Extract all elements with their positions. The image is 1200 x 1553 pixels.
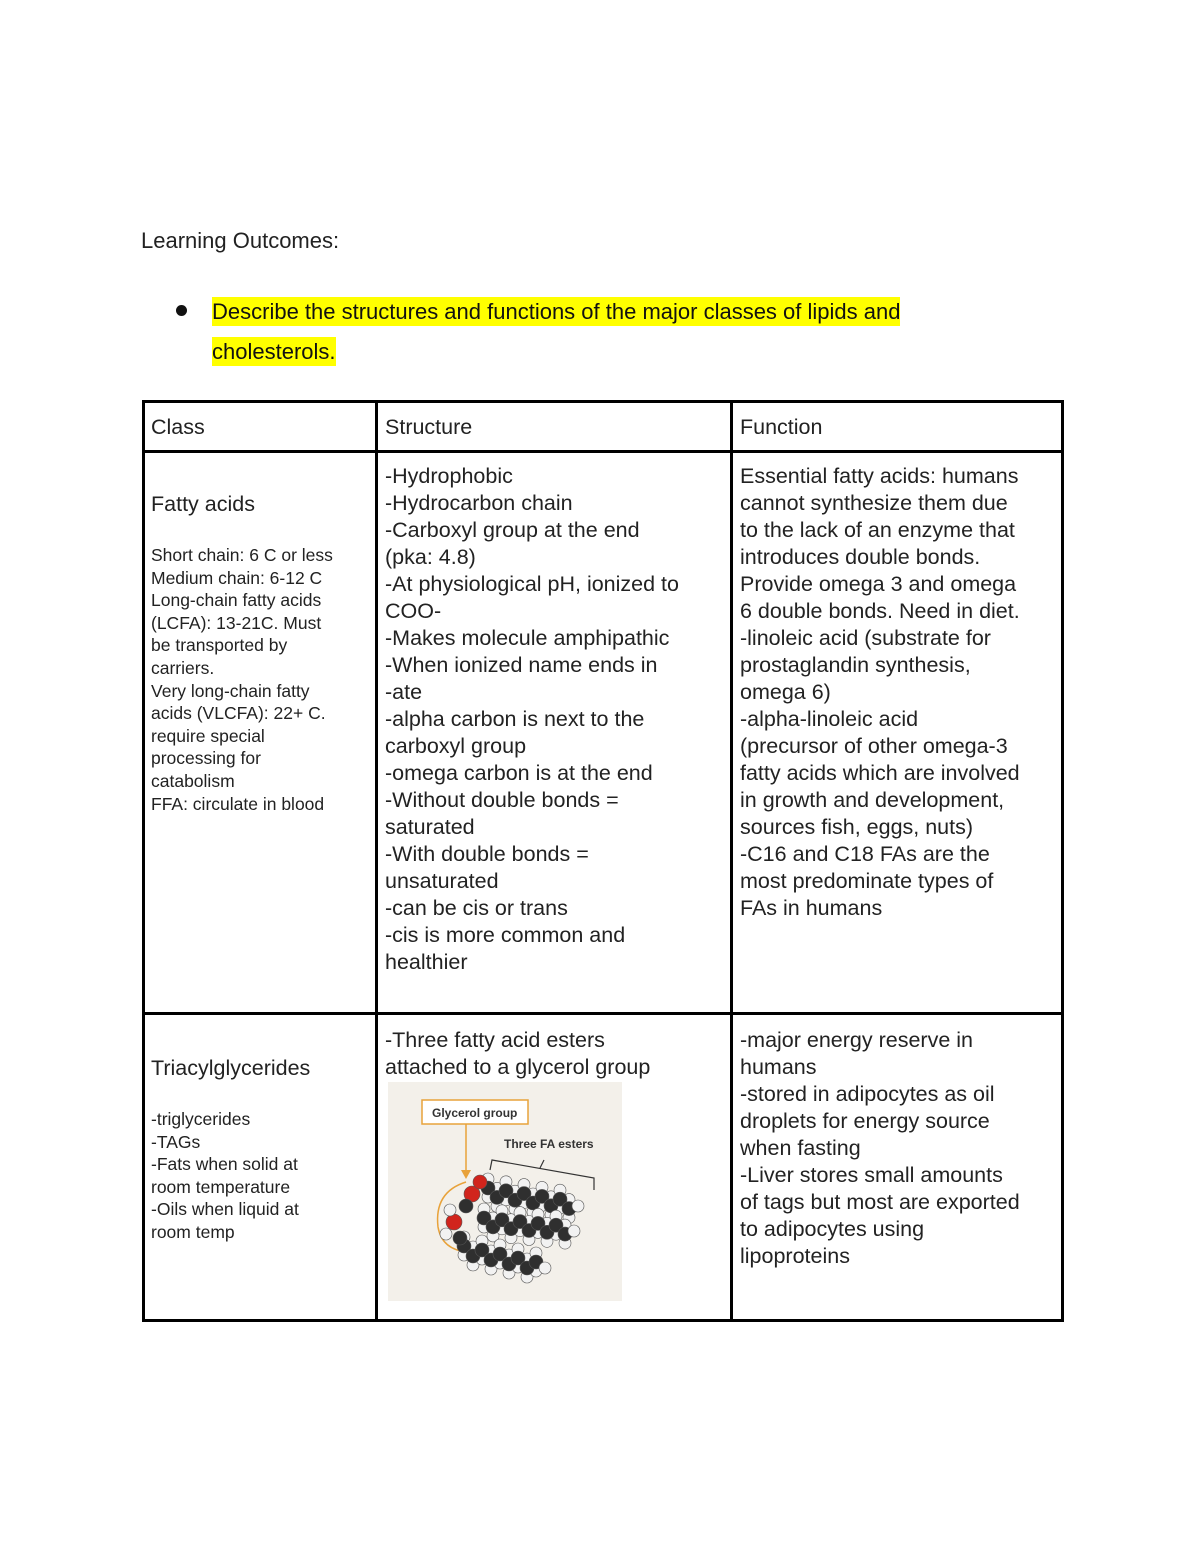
triglyceride-figure (388, 1082, 622, 1301)
structure-cell-triacylglycerides: -Three fatty acid esters attached to a glycerol group (385, 1028, 651, 1079)
atom (444, 1204, 456, 1216)
molecule-atoms (440, 1173, 584, 1283)
atom (459, 1199, 473, 1213)
atom (446, 1214, 462, 1230)
row-divider (145, 1012, 1061, 1015)
column-divider (375, 403, 378, 1319)
column-divider (730, 403, 733, 1319)
esters-label: Three FA esters (504, 1137, 594, 1151)
class-cell-fatty-acids (151, 464, 371, 842)
bullet-icon (176, 305, 187, 316)
function-cell-fatty-acids: Essential fatty acids: humans cannot synthesize them due to the lack of an enzyme that introduces double bonds. Provide omega 3 and omega 6 double bonds. Need in diet. -linoleic acid (substrate for prostaglandin synthesis, omega 6) -alpha-linoleic acid (precursor of other omega-3 fatty acids which are involved in growth and development, sources fish, eggs, nuts) -C16 and C18 FAs are the most predominate types of FAs in humans (740, 464, 1020, 920)
atom (572, 1200, 584, 1212)
learning-outcome-text (212, 292, 982, 372)
row-divider (145, 450, 1061, 453)
glycerol-label: Glycerol group (432, 1106, 518, 1120)
class-notes: -triglycerides -TAGs -Fats when solid at room temperature -Oils when liquid at room temp (151, 1109, 299, 1242)
atom (440, 1228, 452, 1240)
structure-cell-fatty-acids: -Hydrophobic -Hydrocarbon chain -Carboxyl group at the end (pka: 4.8) -At physiological pH, ionized to COO- -Makes molecule amphipathic -When ionized name ends in -ate -alpha carbon is next to the carboxyl group -omega carbon is at the end -Without double bonds = saturated -With double bonds = unsaturated -can be cis or trans -cis is more common and healthier (385, 464, 679, 974)
highlighted-text: Describe the structures and functions of the major classes of lipids and cholesterols. (212, 299, 901, 364)
bracket-tick (540, 1160, 544, 1168)
header-structure: Structure (385, 415, 473, 439)
atom (568, 1225, 580, 1237)
function-cell-triacylglycerides: -major energy reserve in humans -stored in adipocytes as oil droplets for energy source when fasting -Liver stores small amounts of tags but most are exported to adipocytes using lipoproteins (740, 1028, 1020, 1268)
class-cell-triacylglycerides (151, 1028, 371, 1271)
class-title: Fatty acids (151, 492, 255, 516)
atom (473, 1175, 487, 1189)
class-title: Triacylglycerides (151, 1056, 311, 1080)
learning-outcomes-heading: Learning Outcomes: (141, 228, 340, 253)
header-function: Function (740, 415, 823, 439)
atom (539, 1262, 551, 1274)
header-class: Class (151, 415, 205, 439)
triglyceride-molecule-illustration (388, 1082, 622, 1301)
atom (453, 1231, 467, 1245)
arrow-head-icon (461, 1170, 471, 1179)
class-notes: Short chain: 6 C or less Medium chain: 6-12 C Long-chain fatty acids (LCFA): 13-21C. Must be transported by carriers. Very long-chain fatty acids (VLCFA): 22+ C. require special processing for catabolism FFA: circulate in blood (151, 545, 333, 814)
